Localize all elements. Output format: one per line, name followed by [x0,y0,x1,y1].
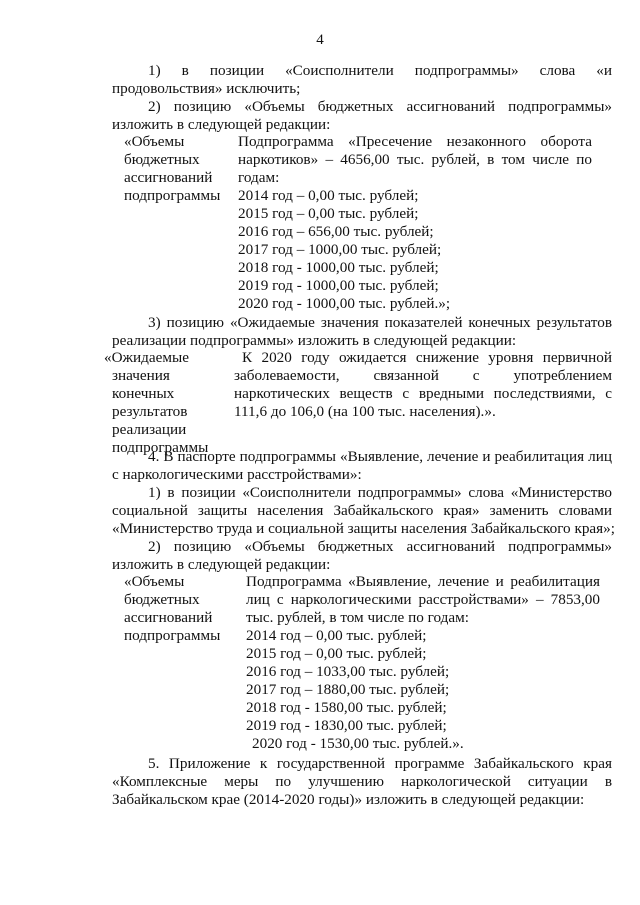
table-3-value-line: Подпрограмма «Выявление, лечение и реабилитация [246,573,600,590]
paragraph-2-line-1: 2) позицию «Объемы бюджетных ассигнований подпрограммы» [148,98,612,115]
paragraph-5-line-2: социальной защиты населения Забайкальского края» заменить словами [112,502,612,519]
table-3-value-line: 2016 год – 1033,00 тыс. рублей; [246,663,450,680]
table-1-value-line: наркотиков» – 4656,00 тыс. рублей, в том числе по [238,151,592,168]
table-3-value-line: 2018 год - 1580,00 тыс. рублей; [246,699,447,716]
table-1-label-line: ассигнований [124,169,213,186]
table-3-label-line: ассигнований [124,609,213,626]
paragraph-4-line-2: с наркологическими расстройствами»: [112,466,362,483]
page-number: 4 [316,32,324,48]
table-3-value-line: тыс. рублей, в том числе по годам: [246,609,469,626]
table-1-value-line: 2016 год – 656,00 тыс. рублей; [238,223,434,240]
table-3-label-line: «Объемы [124,573,185,590]
paragraph-7-line-2: «Комплексные меры по улучшению наркологической ситуации в [112,773,612,790]
table-2-label-line: подпрограммы [112,439,209,456]
paragraph-2-line-2: изложить в следующей редакции: [112,116,331,133]
paragraph-6-line-2: изложить в следующей редакции: [112,556,331,573]
table-1-label-line: бюджетных [124,151,200,168]
paragraph-1-line-1: 1) в позиции «Соисполнители подпрограммы» слова «и [148,62,612,79]
table-1-value-line: 2019 год - 1000,00 тыс. рублей; [238,277,439,294]
table-1-label-line: «Объемы [124,133,185,150]
paragraph-7-line-3: Забайкальском крае (2014-2020 годы)» изложить в следующей редакции: [112,791,585,808]
table-1-label-line: подпрограммы [124,187,221,204]
table-1-value-line: 2018 год - 1000,00 тыс. рублей; [238,259,439,276]
table-3-value-line: 2017 год – 1880,00 тыс. рублей; [246,681,450,698]
table-1-value-line: 2015 год – 0,00 тыс. рублей; [238,205,419,222]
table-2-value-line: К 2020 году ожидается снижение уровня первичной [242,349,612,366]
table-3-label-line: бюджетных [124,591,200,608]
table-3-value-line: 2014 год – 0,00 тыс. рублей; [246,627,427,644]
table-2-value-line: заболеваемости, связанной с употреблением [234,367,612,384]
paragraph-1-line-2: продовольствия» исключить; [112,80,301,97]
table-1-value-line: 2020 год - 1000,00 тыс. рублей.»; [238,295,451,312]
table-3-value-line: 2020 год - 1530,00 тыс. рублей.». [252,735,464,752]
paragraph-5-line-3: «Министерство труда и социальной защиты населения Забайкальского края»; [112,520,615,537]
table-3-value-line: 2015 год – 0,00 тыс. рублей; [246,645,427,662]
table-1-value-line: 2017 год – 1000,00 тыс. рублей; [238,241,442,258]
paragraph-6-line-1: 2) позицию «Объемы бюджетных ассигнований подпрограммы» [148,538,612,555]
paragraph-5-line-1: 1) в позиции «Соисполнители подпрограммы» слова «Министерство [148,484,612,501]
table-3-value-line: 2019 год - 1830,00 тыс. рублей; [246,717,447,734]
table-2-label-line: «Ожидаемые [104,349,189,366]
paragraph-3-line-2: реализации подпрограммы» изложить в следующей редакции: [112,332,517,349]
paragraph-4-line-1: 4. В паспорте подпрограммы «Выявление, лечение и реабилитация лиц [148,448,612,465]
table-1-value-line: Подпрограмма «Пресечение незаконного оборота [238,133,592,150]
table-2-value-line: наркотических веществ с вредными последствиями, с [234,385,612,402]
table-2-label-line: реализации [112,421,187,438]
table-2-label-line: значения [112,367,170,384]
table-1-value-line: годам: [238,169,280,186]
table-2-label-line: результатов [112,403,188,420]
table-3-value-line: лиц с наркологическими расстройствами» – 7853,00 [246,591,600,608]
table-3-label-line: подпрограммы [124,627,221,644]
table-2-value-line: 111,6 до 106,0 (на 100 тыс. населения).». [234,403,496,420]
paragraph-3-line-1: 3) позицию «Ожидаемые значения показателей конечных результатов [148,314,612,331]
table-2-label-line: конечных [112,385,175,402]
paragraph-7-line-1: 5. Приложение к государственной программе Забайкальского края [148,755,612,772]
table-1-value-line: 2014 год – 0,00 тыс. рублей; [238,187,419,204]
